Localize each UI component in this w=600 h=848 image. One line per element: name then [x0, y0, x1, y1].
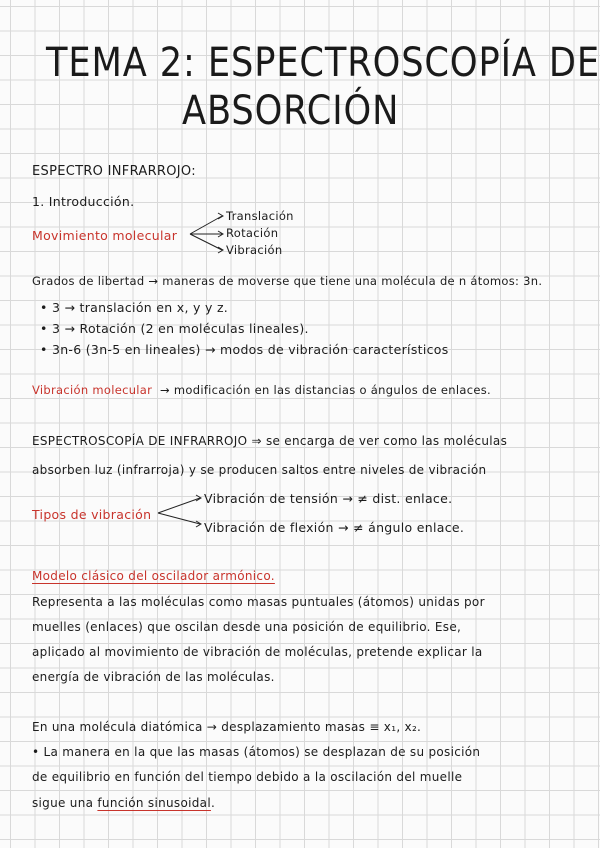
diatomic-suffix: . [210, 796, 216, 810]
movement-label: Movimiento molecular [32, 228, 178, 243]
sinusoidal-function-term: función sinusoidal [97, 796, 211, 810]
intro-heading: 1. Introducción. [32, 194, 135, 209]
vibration-text: → modificación en las distancias o ángulos de enlaces. [160, 383, 491, 397]
oscillator-line-1: Representa a las moléculas como masas puntuales (átomos) unidas por [32, 595, 485, 609]
degrees-line: Grados de libertad → maneras de moverse que tiene una molécula de n átomos: 3n. [32, 274, 543, 288]
diatomic-bullet-line-3 [32, 796, 215, 810]
diatomic-line-1: En una molécula diatómica → desplazamiento masas ≡ x₁, x₂. [32, 720, 422, 734]
diatomic-bullet-line-1: • La manera en la que las masas (átomos) se desplazan de su posición [32, 745, 481, 759]
diatomic-bullet-line-2: de equilibrio en función del tiempo debido a la oscilación del muelle [32, 770, 463, 784]
brace-arrows-movement [188, 210, 228, 256]
oscillator-line-3: aplicado al movimiento de vibración de moléculas, pretende explicar la [32, 645, 483, 659]
page-title-line2: ABSORCIÓN [182, 88, 400, 134]
degrees-bullet-2: • 3 → Rotación (2 en moléculas lineales). [40, 321, 309, 336]
ir-line-2: absorben luz (infrarroja) y se producen saltos entre niveles de vibración [32, 463, 487, 477]
oscillator-line-2: muelles (enlaces) que oscilan desde una posición de equilibrio. Ese, [32, 620, 462, 634]
oscillator-heading: Modelo clásico del oscilador armónico. [32, 569, 275, 583]
vibration-label: Vibración molecular [32, 383, 153, 397]
vibration-types-label: Tipos de vibración [32, 507, 152, 522]
vibration-type-tension: Vibración de tensión → ≠ dist. enlace. [204, 491, 453, 506]
section-heading: ESPECTRO INFRARROJO: [32, 164, 196, 179]
degrees-bullet-3: • 3n-6 (3n-5 en lineales) → modos de vibración característicos [40, 342, 449, 357]
page-title-line1: TEMA 2: ESPECTROSCOPÍA DE [46, 40, 600, 86]
vibration-type-flexion: Vibración de flexión → ≠ ángulo enlace. [204, 520, 465, 535]
ir-line-1: ESPECTROSCOPÍA DE INFRARROJO ⇒ se encarga de ver como las moléculas [32, 434, 508, 448]
movement-item-rotation: Rotación [226, 226, 279, 240]
brace-arrows-vibration-types [156, 494, 206, 528]
diatomic-prefix: sigue una [32, 796, 94, 810]
movement-item-translation: Translación [226, 209, 294, 223]
oscillator-line-4: energía de vibración de las moléculas. [32, 670, 275, 684]
movement-item-vibration: Vibración [226, 243, 283, 257]
degrees-bullet-1: • 3 → translación en x, y y z. [40, 300, 229, 315]
